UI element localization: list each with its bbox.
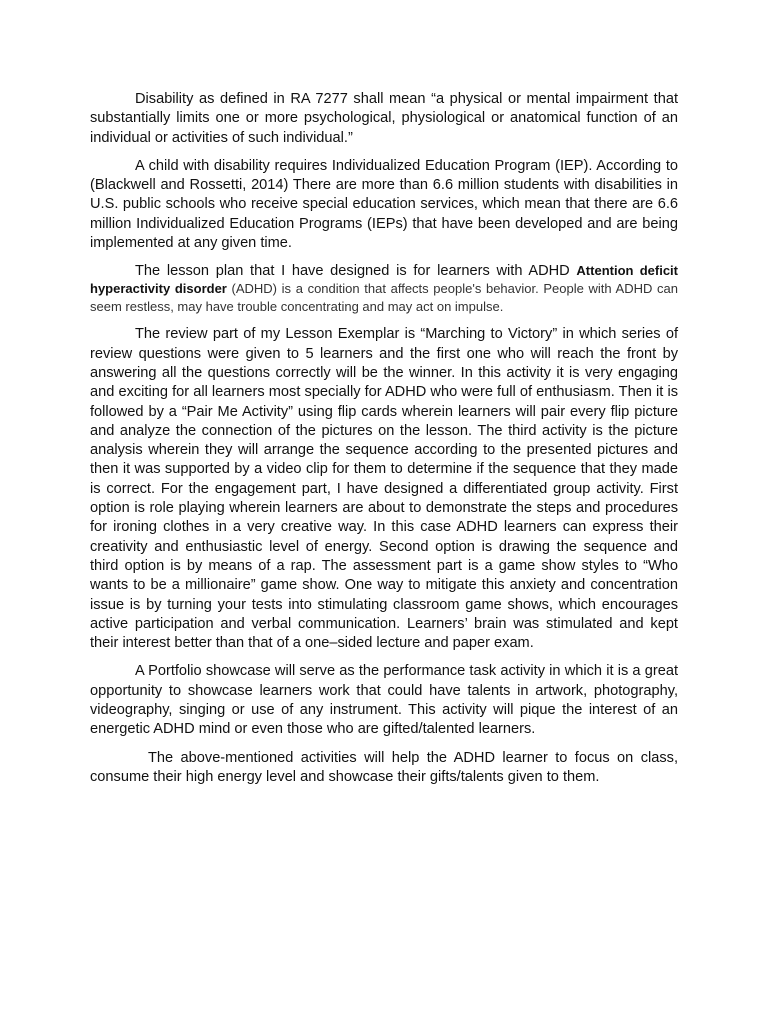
paragraph-closing: The above-mentioned activities will help the ADHD learner to focus on class, consume their high energy level and showcase their gifts/talents given to them.: [90, 749, 678, 785]
adhd-lead-text: The lesson plan that I have designed is for learners with ADHD: [135, 263, 577, 280]
adhd-bold-term: Attention deficit hyperactivity disorder: [90, 263, 679, 297]
paragraph-review: The review part of my Lesson Exemplar is “Marching to Victory” in which series of review questions were given to 5 learners and the first one who will reach the front by answering all the questions correctly will be the winner. In this activity it is very engaging and exciting for all learners most specially for ADHD who were full of enthusiasm. Then it is followed by a “Pair Me Activity” using flip cards wherein learners will pair every flip picture and analyze the connection of the pictures on the lesson. The third activity is the picture analysis wherein they will arrange the sequence according to the presented pictures and then it was supported by a video clip for them to determine if the sequence that they made is correct. For the engagement part, I have designed a differentiated group activity. First option is role playing wherein learners are about to demonstrate the steps and procedures for ironing clothes in a very creative way. In this case ADHD learners can express their creativity and enthusiastic level of energy. Second option is drawing the sequence and third option is by means of a rap. The assessment part is a game show styles to “Who wants to be a millionaire” game show. One way to mitigate this anxiety and concentration issue is by turning your tests into stimulating classroom game shows, which encourages active participation and verbal communication. Learners’ brain was stimulated and kept their interest better than that of a one–sided lecture and paper exam.: [90, 326, 678, 652]
paragraph-disability-definition: Disability as defined in RA 7277 shall mean “a physical or mental impairment that substantially limits one or more psychological, physiological or anatomical function of an individual or activities of such individual.”: [90, 91, 678, 146]
paragraph-adhd: [90, 262, 678, 316]
document-page: [90, 90, 678, 796]
adhd-description: (ADHD) is a condition that affects people's behavior. People with ADHD can seem restless, may have trouble concentrating and may act on impulse.: [90, 281, 679, 315]
paragraph-iep: A child with disability requires Individualized Education Program (IEP). According to (Blackwell and Rossetti, 2014) There are more than 6.6 million students with disabilities in U.S. public schools who receive special education services, which mean that there are 6.6 million Individualized Education Programs (IEPs) that have been developed and are being implemented at any given time.: [90, 157, 678, 252]
paragraph-portfolio: A Portfolio showcase will serve as the performance task activity in which it is a great opportunity to showcase learners work that could have talents in artwork, photography, videography, singing or use of any instrument. This activity will pique the interest of an energetic ADHD mind or even those who are gifted/talented learners.: [90, 663, 678, 738]
